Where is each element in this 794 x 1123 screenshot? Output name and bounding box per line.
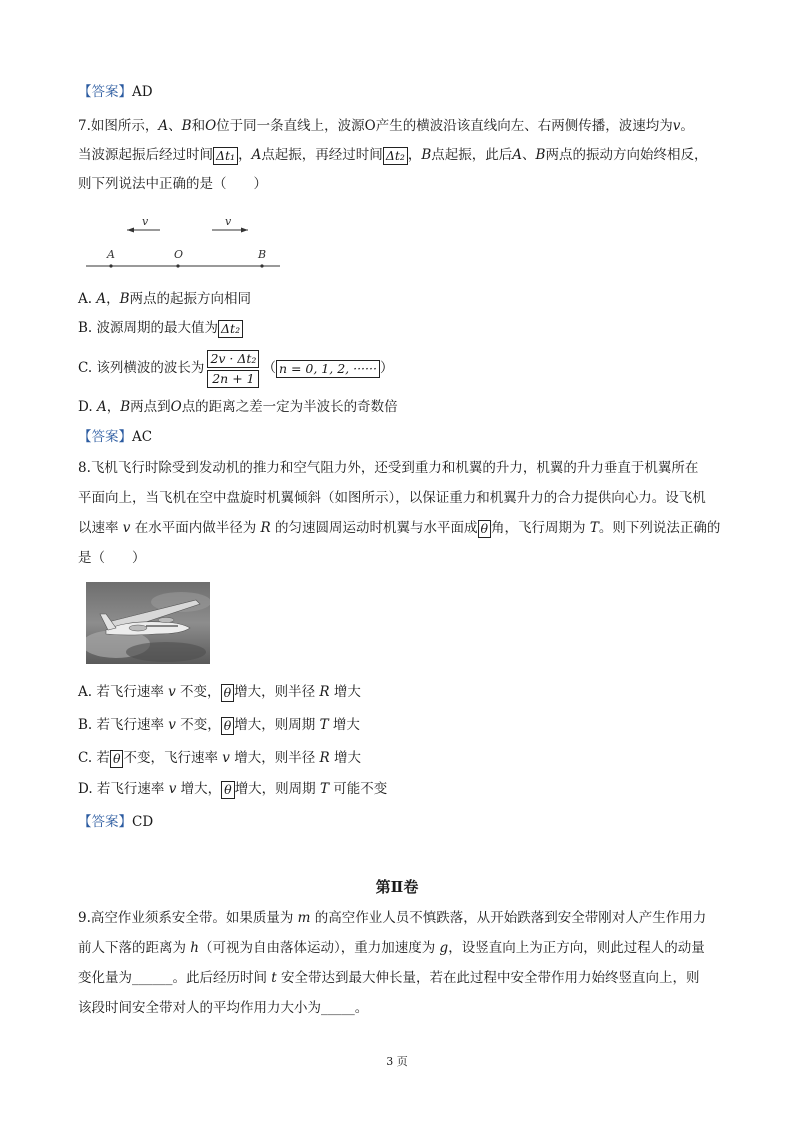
text: 增大，则周期 xyxy=(234,781,320,797)
v-left-label: v xyxy=(142,215,149,228)
answer-value: CD xyxy=(132,814,154,830)
text: 点的距离之差一定为半波长的奇数倍 xyxy=(181,399,398,415)
text: 不变， xyxy=(175,684,221,700)
text: ， xyxy=(407,147,422,163)
text: 和 xyxy=(191,118,206,134)
text: 增大，则半径 xyxy=(229,750,320,766)
text: ，设竖直向上为正方向，则此过程人的动量 xyxy=(448,940,705,956)
q8-stem-line-4 xyxy=(78,548,146,568)
text: 增大， xyxy=(176,781,222,797)
var-v: v xyxy=(168,684,176,700)
text: 两点的振动方向始终相反， xyxy=(545,147,708,163)
text: 平面向上，当飞机在空中盘旋时机翼倾斜（如图所示），以保证重力和机翼升力的合力提供向心力。设飞机 xyxy=(78,490,706,506)
text: 。则下列说法正确的 xyxy=(598,520,721,536)
var-A: A xyxy=(251,147,262,163)
q7-option-c xyxy=(78,348,393,388)
text: 该段时间安全带对人的平均作用力大小为_____。 xyxy=(78,1000,369,1016)
text: 则下列说法中正确的是（ ） xyxy=(78,176,267,192)
var-g: g xyxy=(439,940,449,956)
fraction-denominator: 2n + 1 xyxy=(207,370,259,388)
q8-stem-line-2 xyxy=(78,488,706,508)
var-A: A xyxy=(96,399,107,415)
text: 9.高空作业须系安全带。如果质量为 xyxy=(78,910,298,926)
var-B: B xyxy=(421,147,432,163)
q9-stem-line-2 xyxy=(78,938,705,958)
fraction xyxy=(207,350,259,388)
var-A: A xyxy=(512,147,523,163)
text: C. 若 xyxy=(78,750,110,766)
var-B: B xyxy=(120,399,131,415)
text: 的匀速圆周运动时机翼与水平面成 xyxy=(270,520,478,536)
text: 8.飞机飞行时除受到发动机的推力和空气阻力外，还受到重力和机翼的升力，机翼的升力垂直于机翼所在 xyxy=(78,460,699,476)
text: 在水平面内做半径为 xyxy=(130,520,261,536)
q8-option-d xyxy=(78,779,387,799)
airplane-photo xyxy=(86,582,210,664)
var-T: T xyxy=(319,781,329,797)
text: 两点的起振方向相同 xyxy=(129,291,252,307)
var-T: T xyxy=(589,520,599,536)
text: 增大，则半径 xyxy=(234,684,320,700)
cloud xyxy=(126,642,206,662)
point-B xyxy=(260,264,263,267)
formula-box: Δt₂ xyxy=(383,147,408,165)
answer-q8 xyxy=(78,812,153,832)
answer-label: 【答案】 xyxy=(78,429,132,445)
text: B. 波源周期的最大值为 xyxy=(78,320,219,336)
text: 、 xyxy=(522,147,536,163)
formula-box: θ xyxy=(221,717,235,735)
text: 点起振，此后 xyxy=(431,147,513,163)
text: 增大 xyxy=(329,750,361,766)
var-v: v xyxy=(168,717,176,733)
text: 前人下落的距离为 xyxy=(78,940,191,956)
point-O xyxy=(176,264,179,267)
formula-box: θ xyxy=(478,520,492,538)
fraction-numerator: 2v · Δt₂ xyxy=(207,350,259,368)
var-A: A xyxy=(158,118,169,134)
answer-q6 xyxy=(78,82,153,102)
engine xyxy=(129,625,147,631)
q7-option-a xyxy=(78,289,251,309)
wave-diagram xyxy=(82,208,287,274)
text: 两点到 xyxy=(130,399,171,415)
text: ） xyxy=(379,360,394,376)
var-v: v xyxy=(122,520,131,536)
q7-stem-line-3 xyxy=(78,174,267,194)
formula-box: Δt₁ xyxy=(213,147,238,165)
var-v: v xyxy=(672,118,681,134)
formula-box: θ xyxy=(221,684,235,702)
var-O: O xyxy=(170,399,182,415)
text: C. 该列横波的波长为 xyxy=(78,360,205,376)
text: ， xyxy=(106,399,121,415)
text: 增大 xyxy=(329,684,361,700)
text: 7.如图所示， xyxy=(78,118,159,134)
section-title: 第Ⅱ卷 xyxy=(375,878,419,896)
point-O-label: O xyxy=(174,248,184,261)
text: 角，飞行周期为 xyxy=(491,520,590,536)
q7-option-b xyxy=(78,318,243,338)
text: ， xyxy=(238,147,252,163)
text: 当波源起振后经过时间 xyxy=(78,147,213,163)
var-m: m xyxy=(297,910,311,926)
var-O: O xyxy=(205,118,217,134)
point-B-label: B xyxy=(258,248,267,261)
var-R: R xyxy=(260,520,271,536)
text: 以速率 xyxy=(78,520,123,536)
point-A xyxy=(109,264,112,267)
var-A: A xyxy=(96,291,107,307)
text: 是（ ） xyxy=(78,550,146,566)
q7-stem-line-2 xyxy=(78,145,707,165)
q9-stem-line-3 xyxy=(78,968,700,988)
point-A-label: A xyxy=(107,248,115,261)
var-B: B xyxy=(535,147,546,163)
text: D. xyxy=(78,399,97,415)
var-R: R xyxy=(319,750,330,766)
text: 不变， xyxy=(175,717,221,733)
q8-option-a xyxy=(78,682,361,702)
q9-stem-line-1 xyxy=(78,908,706,928)
var-v: v xyxy=(222,750,230,766)
q8-option-b xyxy=(78,715,360,735)
text: 的高空作业人员不慎跌落，从开始跌落到安全带刚对人产生作用力 xyxy=(310,910,707,926)
formula-box: n = 0, 1, 2, ······ xyxy=(276,360,380,378)
text: 安全带达到最大伸长量，若在此过程中安全带作用力始终竖直向上，则 xyxy=(276,970,700,986)
text: 可能不变 xyxy=(329,781,388,797)
answer-value: AC xyxy=(132,429,153,445)
v-left-arrowhead xyxy=(127,228,134,233)
var-h: h xyxy=(190,940,199,956)
engine xyxy=(158,617,174,622)
text: A. 若飞行速率 xyxy=(78,684,169,700)
text: （可视为自由落体运动），重力加速度为 xyxy=(199,940,440,956)
var-v: v xyxy=(168,781,177,797)
var-T: T xyxy=(319,717,329,733)
answer-value: AD xyxy=(132,84,153,100)
formula-box: θ xyxy=(221,781,235,799)
text: ， xyxy=(106,291,120,307)
var-R: R xyxy=(319,684,330,700)
var-B: B xyxy=(119,291,130,307)
q7-option-d xyxy=(78,397,398,417)
q7-stem-line-1 xyxy=(78,116,694,136)
text: D. 若飞行速率 xyxy=(78,781,169,797)
answer-label: 【答案】 xyxy=(78,814,132,830)
text: 点起振，再经过时间 xyxy=(261,147,383,163)
text: 变化量为______。此后经历时间 xyxy=(78,970,272,986)
page-number: 3 页 xyxy=(386,1055,408,1068)
formula-box: θ xyxy=(110,750,124,768)
answer-label: 【答案】 xyxy=(78,84,132,100)
text: 增大 xyxy=(328,717,360,733)
text: 、 xyxy=(168,118,182,134)
text: 。 xyxy=(680,118,694,134)
text: B. 若飞行速率 xyxy=(78,717,169,733)
var-B: B xyxy=(181,118,192,134)
text: 增大，则周期 xyxy=(234,717,320,733)
var-t: t xyxy=(271,970,277,986)
q9-stem-line-4 xyxy=(78,998,368,1018)
q8-stem-line-3 xyxy=(78,518,720,538)
text: 位于同一条直线上，波源O产生的横波沿该直线向左、右两侧传播，波速均为 xyxy=(216,118,673,134)
q8-stem-line-1 xyxy=(78,458,698,478)
v-right-arrowhead xyxy=(241,228,248,233)
text: A. xyxy=(78,291,97,307)
q8-option-c xyxy=(78,748,361,768)
text: （ xyxy=(262,360,276,376)
v-right-label: v xyxy=(225,215,232,228)
formula-box: Δt₂ xyxy=(218,320,243,338)
answer-q7 xyxy=(78,427,152,447)
text: 不变，飞行速率 xyxy=(123,750,223,766)
